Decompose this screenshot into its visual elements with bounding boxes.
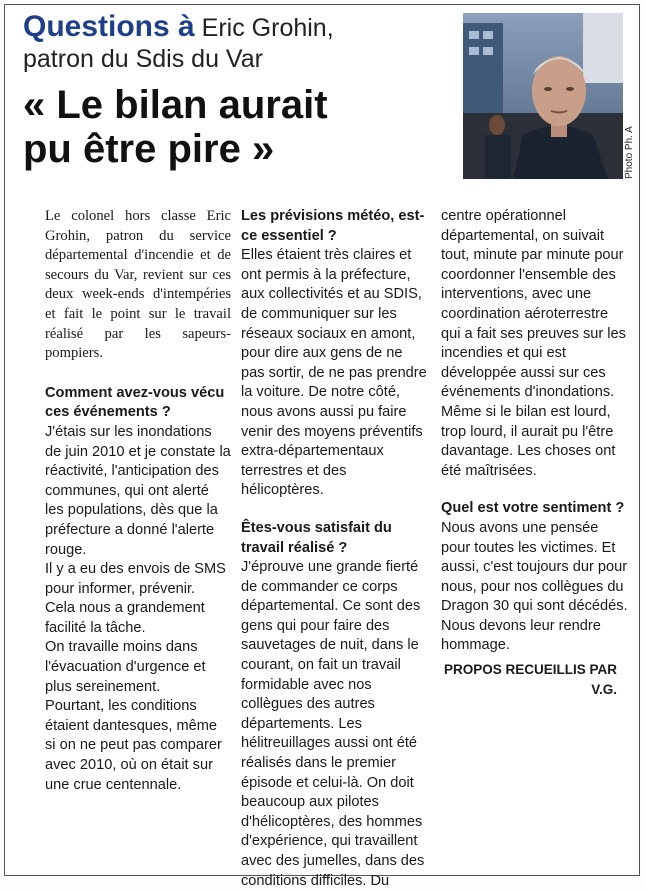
- question-1: Comment avez-vous vécu ces événements ?: [45, 384, 225, 421]
- byline: [441, 660, 629, 699]
- answer-1-paragraph-3: Cela nous a grandement facilité la tâche.: [45, 600, 205, 636]
- headline-title: [23, 83, 453, 171]
- answer-3-continuation-window: [441, 207, 629, 481]
- byline-line-2: V.G.: [591, 681, 617, 697]
- answer-1-paragraph-1: J'étais sur les inondations de juin 2010 et je constate la réactivité, l'anticipation des communes, qui ont alerté les populations, dès que la préfecture a donné l'alerte rouge.: [45, 423, 231, 558]
- article-page: [4, 4, 640, 889]
- question-3: Êtes-vous satisfait du travail réalisé ?: [241, 519, 392, 556]
- answer-3-continuation: centre opérationnel départemental, on suivait tout, minute par minute pour coordonner l'ensemble des interventions, avec une coordination aéroterrestre qui a fait ses preuves sur les incendies et qui est développée aussi sur ces événements d'inondations. Même si le bilan est lourd, trop lourd, il aurait pu l'être davantage. Les choses ont été maîtrisées.: [441, 208, 626, 479]
- photo-credit: Photo Ph. A: [624, 126, 635, 179]
- answer-1-paragraph-2: Il y a eu des envois de SMS pour informer, prévenir.: [45, 561, 226, 597]
- interviewee-role: patron du Sdis du Var: [23, 45, 263, 73]
- article-column-2: [241, 207, 427, 891]
- article-column-1: [45, 207, 231, 795]
- answer-3: J'éprouve une grande fierté de commander ce corps départemental. Ce sont des gens qui pour faire des sauvetages de nuit, dans le courant, on fait un travail formidable avec nos collègues des autres départements. Les hélitreuillages aussi ont été réalisés dans le premier épisode et celui-là. On doit beaucoup aux pilotes d'hélicoptères, des hommes d'expérience, qui travaillent avec des jumelles, dans des conditions difficiles. Du: [241, 559, 425, 889]
- headline-kicker: [23, 11, 453, 75]
- answer-4: Nous avons une pensée pour toutes les victimes. Et aussi, c'est toujours dur pour nous, pour nos collègues du Dragon 30 qui sont décédés. Nous devons leur rendre hommage.: [441, 519, 628, 654]
- portrait-illustration: [463, 13, 623, 179]
- answer-1-paragraph-5: Pourtant, les conditions étaient dantesques, même si on ne peut pas comparer avec 2010, où on était sur une crue centennale.: [45, 698, 222, 793]
- byline-line-1: PROPOS RECUEILLIS PAR: [443, 662, 617, 678]
- question-4: Quel est votre sentiment ?: [441, 500, 625, 517]
- questions-label: Questions à: [23, 10, 195, 43]
- article-column-3: [441, 207, 629, 699]
- portrait-photo: [463, 13, 623, 179]
- answer-2: Elles étaient très claires et ont permis à la préfecture, aux collectivités et au SDIS, de communiquer sur les réseaux sociaux en amont, pour dire aux gens de ne pas sortir, de ne pas prendre la voiture. De notre côté, nous avons aussi pu faire venir des moyens préventifs extra-départementaux terrestres et des hélicoptères.: [241, 247, 427, 499]
- article-intro: Le colonel hors classe Eric Grohin, patron du service départemental d'incendie et de secours du Var, revient sur ces deux week-ends d'intempéries et fait le point sur le travail réalisé par les sapeurs-pompiers.: [45, 208, 231, 362]
- headline-line-2: pu être pire »: [23, 127, 275, 171]
- question-2: Les prévisions météo, est-ce essentiel ?: [241, 208, 425, 244]
- headline-line-1: « Le bilan aurait: [23, 83, 328, 127]
- answer-1-paragraph-4: On travaille moins dans l'évacuation d'urgence et plus sereinement.: [45, 639, 206, 695]
- interviewee-name: Eric Grohin,: [201, 14, 334, 42]
